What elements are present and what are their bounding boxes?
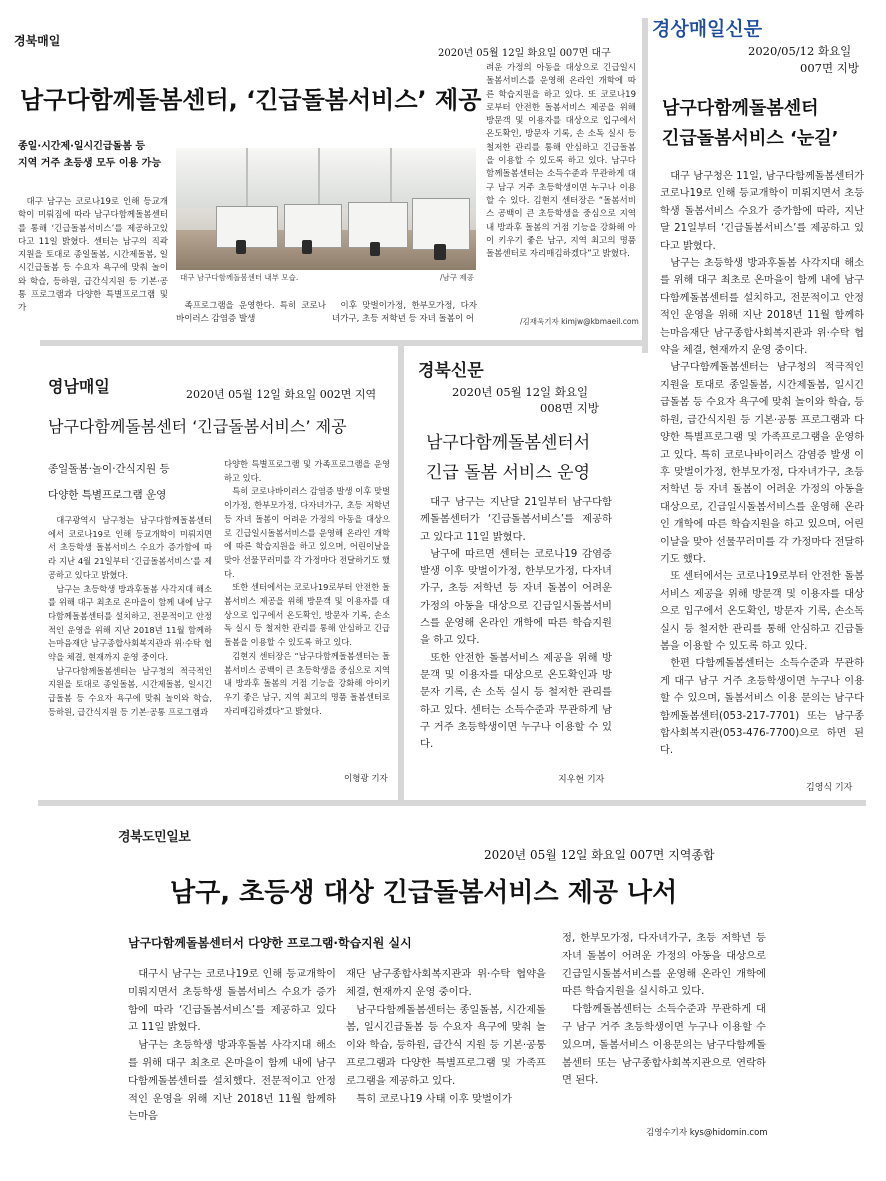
article3-col2-paragraph: 김현지 센터장은 “남구다함께돌봄센터는 돌봄서비스 공백이 큰 초등학생을 중심으로 지역 내 방과후 돌봄의 거점 기능을 강화해 아이키우기 좋은 남구, 지역 최고의 명품 돌봄센터로 자리매김하겠다”고 밝혔다.: [224, 650, 390, 716]
article5-byline: 김영수기자 kys@hidomin.com: [646, 1128, 768, 1138]
article4-paragraph: 남구에 따르면 센터는 코로나19 감염증 발생 이후 맞벌이가정, 한부모가정, 다자녀가구, 초등 저학년 등 자녀 돌봄이 어려운 가정의 아동을 대상으로 긴급일시돌봄서비스를 운영해 온라인 개학에 따른 학습지원을 하고 있다.: [420, 547, 612, 647]
article3-col2-paragraph: 다양한 특별프로그램 및 가족프로그램을 운영하고 있다.: [224, 459, 390, 483]
article2-paragraph: 남구는 초등학생 방과후돌봄 사각지대 해소를 위해 대구 최초로 온마을이 함께 내에 남구다함께돌봄센터를 설치하고, 전문적이고 안정적인 운영을 위해 지난 2018년 11월 함께하는마음재단 남구종합사회복지관과 위·수탁 협약을 체결, 현재까지 운영 중이다.: [660, 258, 864, 357]
article4-date-line2: 008면 지방: [540, 401, 599, 415]
article4-headline-line1: 남구다함께돌봄센터서: [426, 433, 591, 453]
article1-col2-text: 족프로그램을 운영한다. 특히 코로나바이러스 감염증 발생: [176, 301, 326, 325]
article3-subhead-line1: 종일돌봄·놀이·간식지원 등: [48, 463, 170, 475]
article2-headline-line1: 남구다함께돌봄센터: [662, 98, 819, 119]
article4-body: [420, 494, 612, 766]
article5-col2-paragraph: 특히 코로나19 사태 이후 맞벌이가: [356, 1092, 512, 1105]
article2-paragraph: 남구다함께돌봄센터는 남구청의 적극적인 지원을 토대로 종일돌봄, 시간제돌봄, 일시긴급돌봄 등 수요자 욕구에 맞춰 놀이와 학습, 등하원, 급간식지원 등 기본·공통 프로그램과 다양한 특별프로그램 및 가족프로그램을 운영하고 있다. 특히 코로나바이러스 감염증 발생 이후 맞벌이가정, 한부모가정, 다자녀가구, 초등 저학년 등 자녀 돌봄이 어려운 가정의 아동을 대상으로, 긴급일시돌봄서비스를 운영해 온라인 개학에 따른 학습지원을 하고 있으며, 어린이날을 맞아 선물꾸러미를 각 가정마다 전달하기도 했다.: [660, 362, 864, 565]
article3-publication: 영남매일: [48, 377, 110, 396]
article1-photo: [176, 148, 476, 270]
article5-col2-paragraph: 재단 남구종합사회복지관과 위·수탁 협약을 체결, 현재까지 운영 중이다.: [346, 968, 546, 998]
article2-paragraph: 한편 다함께돌봄센터는 소득수준과 무관하게 대구 남구 거주 초등학생이면 누구나 이용할 수 있으며, 돌봄서비스 이용 문의는 남구다함께돌봄센터(053-217-7701) 또는 남구종합사회복지관(053-476-7700)으로 하면 된다.: [660, 658, 864, 757]
article5-subhead: 남구다함께돌봄센터서 다양한 프로그램·학습지원 실시: [128, 936, 412, 950]
article5-col1: [128, 966, 336, 1160]
article2-byline: 김영식 기자: [806, 783, 853, 793]
article2-publication: 경상매일신문: [652, 18, 763, 40]
article1-col4-text: 려운 가정의 아동을 대상으로 긴급일시돌봄서비스를 운영해 온라인 개학에 따른 학습지원을 하고 있다. 또 코로나19로부터 안전한 돌봄서비스 제공을 위해 방문객 및 이용자를 대상으로 입구에서 온도확인, 방문자 기록, 손 소독 실시 등 철저한 관리를 통해 안심하고 긴급돌봄을 이용할 수 있도록 하고 있다. 남구다함께돌봄센터는 소득수준과 무관하게 대구 남구 거주 초등학생이면 누구나 이용할 수 있다. 김현지 센터장은 “돌봄서비스 공백이 큰 초등학생을 중심으로 지역 내 방과후 돌봄의 거점 기능을 강화해 아이 키우기 좋은 남구, 지역 최고의 명품 돌봄센터로 자리매김하겠다”고 밝혔다.: [486, 63, 636, 260]
article1-publication: 경북매일: [14, 34, 61, 48]
article2-date-line2: 007면 지방: [800, 61, 859, 75]
article1-photo-credit: /남구 제공: [440, 273, 474, 282]
article4-headline-line2: 긴급 돌봄 서비스 운영: [426, 463, 591, 483]
article1-photo-caption: 대구 남구다함께돌봄센터 내부 모습.: [180, 273, 299, 282]
article1-col3-text: 이후 맞벌이가정, 한부모가정, 다자녀가구, 초등 저학년 등 자녀 돌봄이 어: [332, 301, 477, 325]
article2-paragraph: 또 센터에서는 코로나19로부터 안전한 돌봄서비스 제공을 위해 방문객 및 이용자를 대상으로 입구에서 온도확인, 방문자 기록, 손소독 실시 등 철저한 관리를 통해 안심하고 긴급돌봄을 이용할 수 있도록 하고 있다.: [660, 571, 864, 652]
article1-date: 2020년 05월 12일 화요일 007면 대구: [438, 48, 611, 59]
article3-col2-paragraph: 또한 센터에서는 코로나19로부터 안전한 돌봄서비스 제공을 위해 방문객 및 이용자를 대상으로 입구에서 온도확인, 방문자 기록, 손소독 실시 등 철저한 관리를 통해 안심하고 긴급돌봄을 이용할 수 있도록 하고 있다.: [224, 582, 390, 648]
article4-date-line1: 2020년 05월 12일 화요일: [452, 385, 589, 399]
article5-date: 2020년 05월 12일 화요일 007면 지역종합: [484, 848, 715, 862]
article3-date: 2020년 05월 12일 화요일 002면 지역: [186, 388, 377, 401]
article3-headline: 남구다함께돌봄센터 ‘긴급돌봄서비스’ 제공: [48, 417, 347, 436]
article2-paragraph: 대구 남구청은 11일, 남구다함께돌봄센터가 코로나19로 인해 등교개학이 미뤄지면서 초등학생 돌봄서비스 수요가 증가함에 따라, 지난달 21일부터 ‘긴급돌봄서비스’를 제공하고 있다고 밝혔다.: [660, 171, 864, 252]
divider-bottom-horizontal: [38, 800, 866, 806]
article3-subhead: [48, 456, 170, 508]
article5-col3: [562, 930, 766, 1120]
article2-headline-line2: 긴급돌봄서비스 ‘눈길’: [662, 128, 839, 149]
article3-col2-paragraph: 특히 코로나바이러스 감염증 발생 이후 맞벌이가정, 한부모가정, 다자녀가구, 초등 저학년 등 자녀 돌봄이 어려운 가정의 아동을 대상으로 긴급일시돌봄서비스를 운영해 온라인 개학에 따른 학습지원을 하고 있으며, 어린이날을 맞아 선물꾸러미를 각 가정마다 전달하기도 했다.: [224, 486, 390, 579]
article1-col1: [18, 196, 168, 330]
article5-headline: 남구, 초등생 대상 긴급돌봄서비스 제공 나서: [170, 878, 678, 908]
article1-col4: [486, 62, 636, 312]
article5-col3-paragraph: 다함께돌봄센터는 소득수준과 무관하게 대구 남구 거주 초등학생이면 누구나 이용할 수 있으며, 돌봄서비스 이용문의는 남구다함께돌봄센터 또는 남구종합사회복지관으로 연락하면 된다.: [562, 1003, 766, 1087]
article5-publication: 경북도민일보: [118, 830, 191, 845]
article5-col2: [346, 966, 546, 1160]
article3-col1-paragraph: 남구다함께돌봄센터는 남구청의 적극적인 지원을 토대로 종일돌봄, 시간제돌봄, 일시긴급돌봄 등 수요자 욕구에 맞춰 놀이와 학습, 등하원, 급간식지원 등 기본·공통 프로그램과: [48, 665, 212, 717]
article3-col1-paragraph: 대구광역시 남구청는 남구다함께돌봄센터에서 코로나19로 인해 등교개학이 미뤄지면서 초등학생 돌봄서비스 수요가 증가함에 따라 지난 4월 21일부터 ‘긴급돌봄서비스’를 제공하고 있다고 밝혔다.: [48, 515, 212, 580]
divider-middle-vertical: [398, 346, 404, 801]
article3-col1: [48, 514, 212, 788]
article2-date-line1: 2020/05/12 화요일: [748, 44, 852, 58]
article4-paragraph: 대구 남구는 지난달 21일부터 남구다함께돌봄센터가 ‘긴급돌봄서비스’를 제공하고 있다고 11일 밝혔다.: [420, 496, 612, 543]
article3-subhead-line2: 다양한 특별프로그램 운영: [48, 489, 167, 501]
article4-paragraph: 또한 안전한 돌봄서비스 제공을 위해 방문객 및 이용자를 대상으로 온도확인과 방문자 기록, 손 소독 실시 등 철저한 관리를 하고 있다. 센터는 소득수준과 무관하게 남구 거주 초등학생이면 누구나 이용할 수 있다.: [420, 651, 612, 751]
divider-top-horizontal: [40, 340, 644, 346]
article1-col3: [332, 300, 477, 330]
article2-body: [660, 168, 864, 780]
article5-col3-paragraph: 정, 한부모가정, 다자녀가구, 초등 저학년 등 자녀 돌봄이 어려운 가정의 아동을 대상으로 긴급일시돌봄서비스를 운영해 온라인 개학에 따른 학습지원을 실시하고 있다.: [562, 932, 766, 998]
article1-subhead: [18, 138, 178, 172]
article3-col2: [224, 458, 390, 770]
article5-col1-paragraph: 대구시 남구는 코로나19로 인해 등교개학이 미뤄지면서 초등학생 돌봄서비스 수요가 증가함에 따라 ‘긴급돌봄서비스’를 제공하고 있다고 11일 밝혔다.: [128, 968, 336, 1034]
article5-col1-paragraph: 남구는 초등학생 방과후돌봄 사각지대 해소를 위해 대구 최초로 온마을이 함께 내에 남구다함께돌봄센터를 설치했다. 전문적이고 안정적인 운영을 위해 지난 2018년 11월 함께하는마음: [128, 1039, 336, 1123]
article1-col2: [176, 300, 326, 330]
article4-publication: 경북신문: [418, 361, 484, 381]
article1-headline: 남구다함께돌봄센터, ‘긴급돌봄서비스’ 제공: [20, 86, 482, 114]
article1-subhead-line2: 지역 거주 초등생 모두 이용 가능: [18, 158, 161, 169]
article3-byline: 이형광 기자: [344, 774, 388, 784]
article1-subhead-line1: 종일·시간제·일시긴급돌봄 등: [18, 141, 145, 152]
article5-col2-paragraph: 남구다함께돌봄센터는 종일돌봄, 시간제돌봄, 일시긴급돌봄 등 수요자 욕구에 맞춰 놀이와 학습, 등하원, 급간식 지원 등 기본·공통 프로그램과 다양한 특별프로그램 및 가족프로그램을 제공하고 있다.: [346, 1003, 546, 1087]
article1-byline: /김재욱기자 kimjw@kbmaeil.com: [520, 317, 639, 326]
article3-col1-paragraph: 남구는 초등학생 방과후돌봄 사각지대 해소를 위해 대구 최초로 온마을이 함께 내에 남구다함께돌봄센터를 설치하고, 전문적이고 안정적인 운영을 위해 지난 2018년 11월 함께하는마음재단 남구종합사회복지관과 위·수탁 협약을 체결, 현재까지 운영 중이다.: [48, 583, 212, 663]
article4-byline: 지우현 기자: [558, 775, 605, 785]
article1-col1-text: 대구 남구는 코로나19로 인해 등교개학이 미뤄짐에 따라 남구다함께돌봄센터를 통해 ‘긴급돌봄서비스’를 제공하고있다고 11일 밝혔다. 센터는 남구의 직곽 지원을 토대로 종일돌봄, 시간제돌봄, 일시긴급돌봄 등 수요자 욕구에 맞춰 놀이와 학습, 등하원, 급간식지원 등 기본·공통 프로그램과 다양한 특별프로그램 및 가: [18, 197, 168, 314]
divider-top-vertical: [642, 18, 648, 353]
